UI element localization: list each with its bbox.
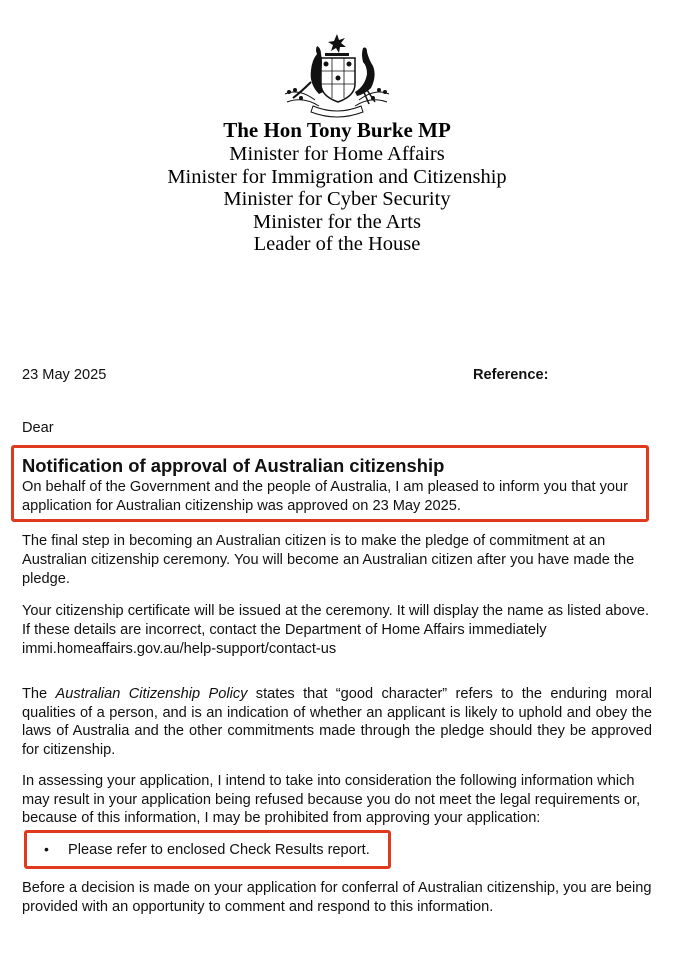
closing-paragraph: Before a decision is made on your application for conferral of Australian citizenship, you are being provided with an opportunity to comment and respond to this information. bbox=[22, 880, 652, 915]
policy-paragraph bbox=[22, 685, 652, 759]
minister-role: Minister for Home Affairs bbox=[229, 143, 445, 165]
letterhead bbox=[0, 118, 674, 256]
reference-label: Reference: bbox=[473, 367, 549, 383]
assessing-paragraph: In assessing your application, I intend to take into consideration the following information which may result in your application being refused because you do not meet the legal requirements or, because of this information, I may be prohibited from approving your application: bbox=[22, 773, 641, 826]
policy-prefix: The bbox=[22, 686, 56, 702]
notice-body: On behalf of the Government and the people of Australia, I am pleased to inform you that your application for Australian citizenship was approved on 23 May 2025. bbox=[22, 479, 629, 514]
policy-title: Australian Citizenship Policy bbox=[55, 686, 248, 702]
policy-rest: states that “good character” refers to the enduring moral qualities of a person, and is an indication of whether an applicant is likely to uphold and obey the laws of Australia and the other commitments made through the pledge should they be approved for citizenship. bbox=[22, 686, 652, 758]
salutation: Dear bbox=[22, 420, 54, 436]
bullet-marker: • bbox=[44, 841, 49, 857]
coat-of-arms-icon bbox=[279, 32, 395, 118]
minister-role: Leader of the House bbox=[253, 233, 421, 255]
minister-name: The Hon Tony Burke MP bbox=[223, 118, 451, 142]
minister-role: Minister for Cyber Security bbox=[223, 188, 451, 210]
letter-date: 23 May 2025 bbox=[22, 367, 107, 383]
pledge-paragraph: The final step in becoming an Australian citizen is to make the pledge of commitment at an Australian citizenship ceremony. You will become an Australian citizen after you have made the pledge. bbox=[22, 533, 635, 587]
minister-role: Minister for Immigration and Citizenship bbox=[167, 165, 507, 188]
notice-title: Notification of approval of Australian citizenship bbox=[22, 455, 445, 476]
check-results-bullet: Please refer to enclosed Check Results report. bbox=[68, 842, 370, 858]
certificate-paragraph: Your citizenship certificate will be issued at the ceremony. It will display the name as listed above. If these details are incorrect, contact the Department of Home Affairs immediately immi.homeaffairs.gov.au/help-support/contact-us bbox=[22, 603, 650, 657]
minister-role: Minister for the Arts bbox=[253, 210, 421, 233]
